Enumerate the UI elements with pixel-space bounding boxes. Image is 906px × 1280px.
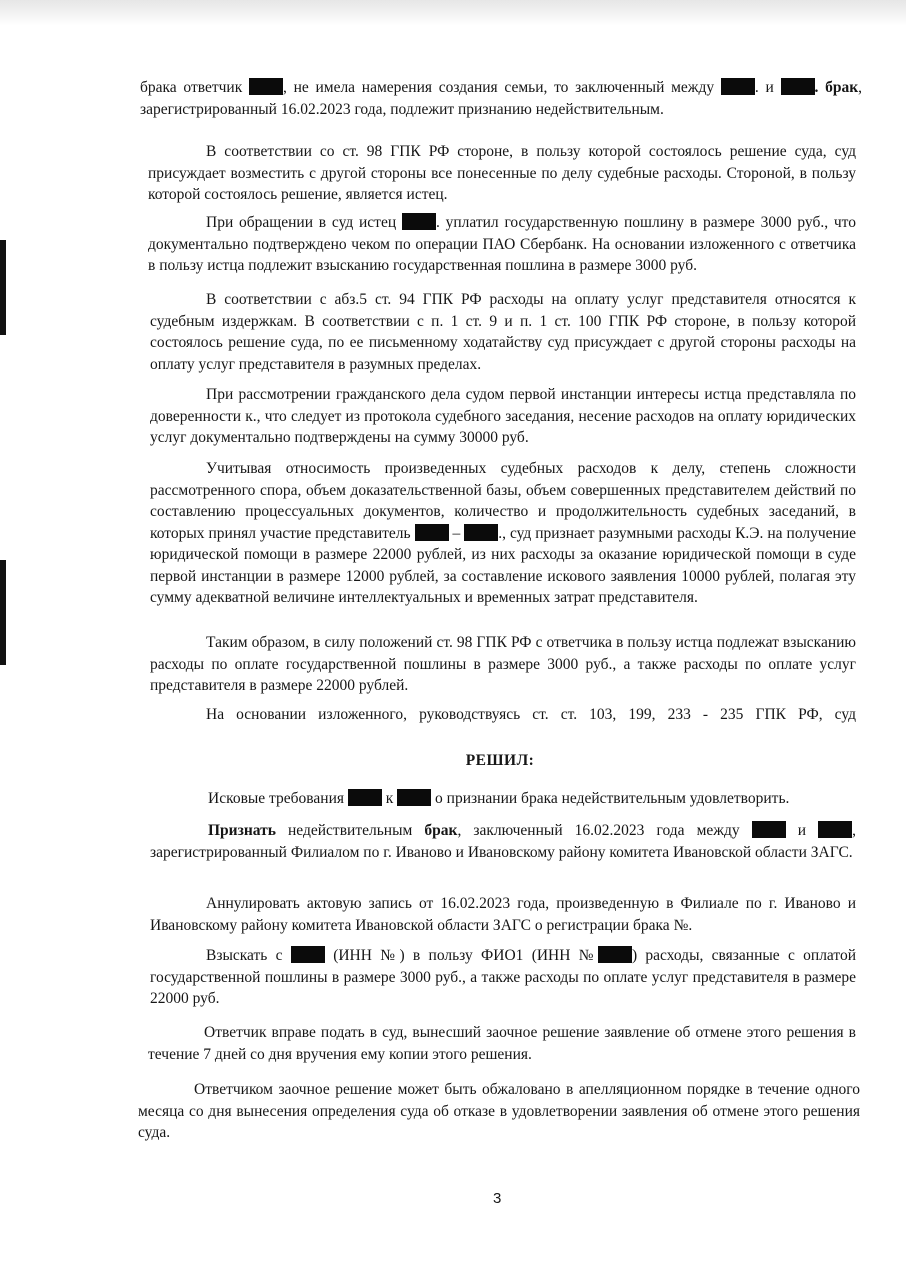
bold-text: . брак [814, 79, 859, 96]
page-number: 3 [493, 1190, 502, 1207]
text: ., суд признает разумными расходы К.Э. на получение юридической помощи в размере 22000 рублей, из них расходы за оказание юридической помощи в суде первой инстанции в размере 12000 рублей, за составление искового заявления 10000 рублей, полагая эту сумму адекватной величине интеллектуальных и временных затрат представителя. [150, 524, 856, 606]
decision-heading [0, 752, 906, 770]
text: Взыскать с [206, 947, 283, 964]
paragraph-8: На основании изложенного, руководствуясь ст. ст. 103, 199, 233 - 235 ГПК РФ, суд [206, 706, 856, 723]
redaction-box [464, 524, 498, 541]
paragraph-4: В соответствии с абз.5 ст. 94 ГПК РФ расходы на оплату услуг представителя относятся к судебным издержкам. В соответствии с п. 1 ст. 9 и п. 1 ст. 100 ГПК РФ стороне, в пользу которой состоялось решение суда, по ее письменному ходатайству суд присуждает с другой стороны расходы на оплату услуг представителя в разумных пределах. [150, 291, 856, 373]
paragraph-10 [150, 820, 856, 863]
text: ) расходы, связанные с оплатой государственной пошлины в размере 3000 руб., а также расходы по оплате услуг представителя в размере 22000 руб. [150, 947, 857, 1007]
redaction-box [402, 213, 436, 230]
text: , зарегистрированный 16.02.2023 года, подлежит признанию недействительным. [140, 79, 863, 118]
redaction-box [415, 524, 449, 541]
paragraph-5: При рассмотрении гражданского дела судом первой инстанции интересы истца представляла по доверенности к., что следует из протокола судебного заседания, несение расходов на оплату юридических услуг документально подтверждены на сумму 30000 руб. [150, 386, 856, 446]
text: о признании брака недействительным удовлетворить. [435, 790, 790, 807]
paragraph-6 [150, 458, 856, 609]
redaction-box [249, 78, 283, 95]
redaction-box [752, 821, 786, 838]
paragraph-11: Аннулировать актовую запись от 16.02.2023 года, произведенную в Филиале по г. Иваново и Ивановскому району комитета Ивановской области ЗАГС о регистрации брака №. [150, 895, 856, 934]
paragraph-14: Ответчиком заочное решение может быть обжаловано в апелляционном порядке в течение одного месяца со дня вынесения определения суда об отказе в удовлетворении заявления об отмене этого решения суда. [138, 1081, 860, 1141]
text: . уплатил государственную пошлину в размере 3000 руб., что документально подтверждено чеком по операции ПАО Сбербанк. На основании изложенного с ответчика в пользу истца подлежит взысканию государственная пошлина в размере 3000 руб. [148, 214, 857, 274]
text: недействительным [288, 822, 413, 839]
paragraph-9 [208, 788, 856, 810]
bold-text: Признать [208, 822, 276, 839]
scan-edge-mark [0, 240, 6, 335]
text: и [797, 822, 807, 839]
heading-text: РЕШИЛ: [465, 752, 535, 769]
redaction-box [721, 78, 755, 95]
text: (ИНН №) в пользу ФИО1 (ИНН № [333, 947, 598, 964]
paragraph-7: Таким образом, в силу положений ст. 98 ГПК РФ с ответчика в пользу истца подлежат взысканию расходы по оплате государственной пошлины в размере 3000 руб., а также расходы по оплате услуг представителя в размере 22000 рублей. [150, 634, 856, 694]
redaction-box [348, 789, 382, 806]
paragraph-1 [140, 77, 862, 120]
text: . и [754, 79, 774, 96]
redaction-box [598, 946, 632, 963]
text: При обращении в суд истец [206, 214, 397, 231]
text: брака ответчик [140, 79, 243, 96]
text: Исковые требования [208, 790, 344, 807]
redaction-box [818, 821, 852, 838]
paragraph-13: Ответчик вправе подать в суд, вынесший заочное решение заявление об отмене этого решения в течение 7 дней со дня вручения ему копии этого решения. [148, 1024, 856, 1063]
redaction-box [397, 789, 431, 806]
redaction-box [781, 78, 815, 95]
paragraph-12 [150, 945, 856, 1010]
redaction-box [291, 946, 325, 963]
text: , зарегистрированный Филиалом по г. Иваново и Ивановскому району комитета Ивановской области ЗАГС. [150, 822, 857, 861]
scan-edge-mark [0, 560, 6, 665]
text: – [452, 524, 461, 542]
scan-top-shadow [0, 0, 906, 26]
bold-text: брак [424, 822, 458, 839]
text: к [385, 790, 394, 807]
paragraph-3 [148, 212, 856, 277]
text: , не имела намерения создания семьи, то заключенный между [282, 79, 715, 96]
text: , заключенный 16.02.2023 года между [457, 822, 740, 839]
paragraph-2: В соответствии со ст. 98 ГПК РФ стороне, в пользу которой состоялось решение суда, суд присуждает возместить с другой стороны все понесенные по делу судебные расходы. Стороной, в пользу которой состоялось решение, является истец. [148, 143, 856, 203]
text: Учитывая относимость произведенных судебных расходов к делу, степень сложности рассмотренного спора, объем доказательственной базы, объем совершенных представителем действий по составлению процессуальных документов, количество и продолжительность судебных заседаний, в которых принял участие представитель [150, 460, 856, 542]
